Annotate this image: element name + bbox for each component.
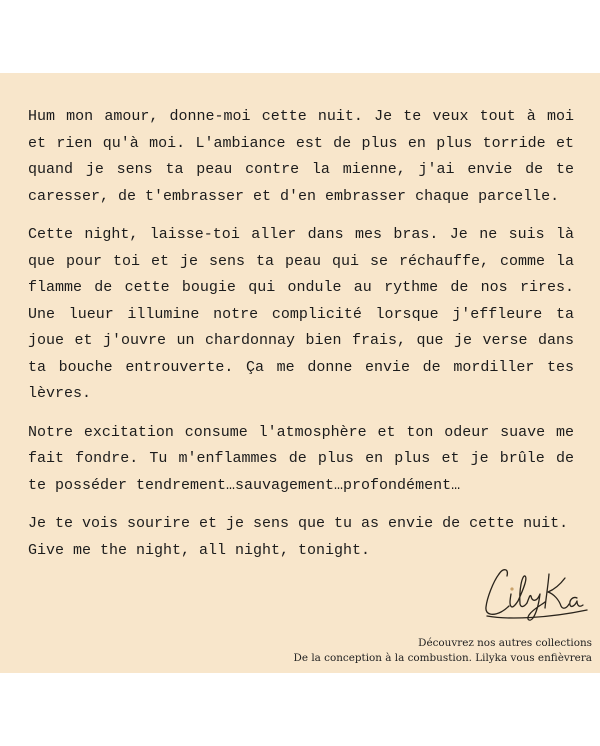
closing-paragraph bbox=[28, 511, 574, 564]
footer-line-1: Découvrez nos autres collections bbox=[418, 637, 592, 649]
paragraph-3: Notre excitation consume l'atmosphère et ton odeur suave me fait fondre. Tu m'enflammes de plus en plus et je brûle de te posséder tendrement…sauvagement…profondément… bbox=[28, 423, 574, 494]
footer bbox=[294, 636, 592, 665]
footer-line-2: De la conception à la combustion. Lilyka vous enfièvrera bbox=[293, 651, 592, 664]
letter-body bbox=[28, 104, 574, 564]
paragraph-2: Cette night, laisse-toi aller dans mes bras. Je ne suis là que pour toi et je sens ta peau qui se réchauffe, comme la flamme de cette bougie qui ondule au rythme de nos rires. Une lueur illumine notre complicité lorsque j'effleure ta joue et j'ouvre un chardonnay bien frais, que je verse dans ta bouche entrouverte. Ça me donne envie de mordiller tes lèvres. bbox=[28, 226, 574, 402]
closing-line-2: Give me the night, all night, tonight. bbox=[28, 541, 371, 559]
signature-logo bbox=[479, 560, 594, 622]
closing-line-1: Je te vois sourire et je sens que tu as envie de cette nuit. bbox=[28, 515, 569, 532]
signature-dot bbox=[510, 587, 513, 590]
paragraph-1: Hum mon amour, donne-moi cette nuit. Je te veux tout à moi et rien qu'à moi. L'ambiance est de plus en plus torride et quand je sens ta peau contre la mienne, j'ai envie de te caresser, de t'embrasser et d'en embrasser chaque parcelle. bbox=[28, 108, 574, 205]
text-card bbox=[0, 73, 600, 673]
